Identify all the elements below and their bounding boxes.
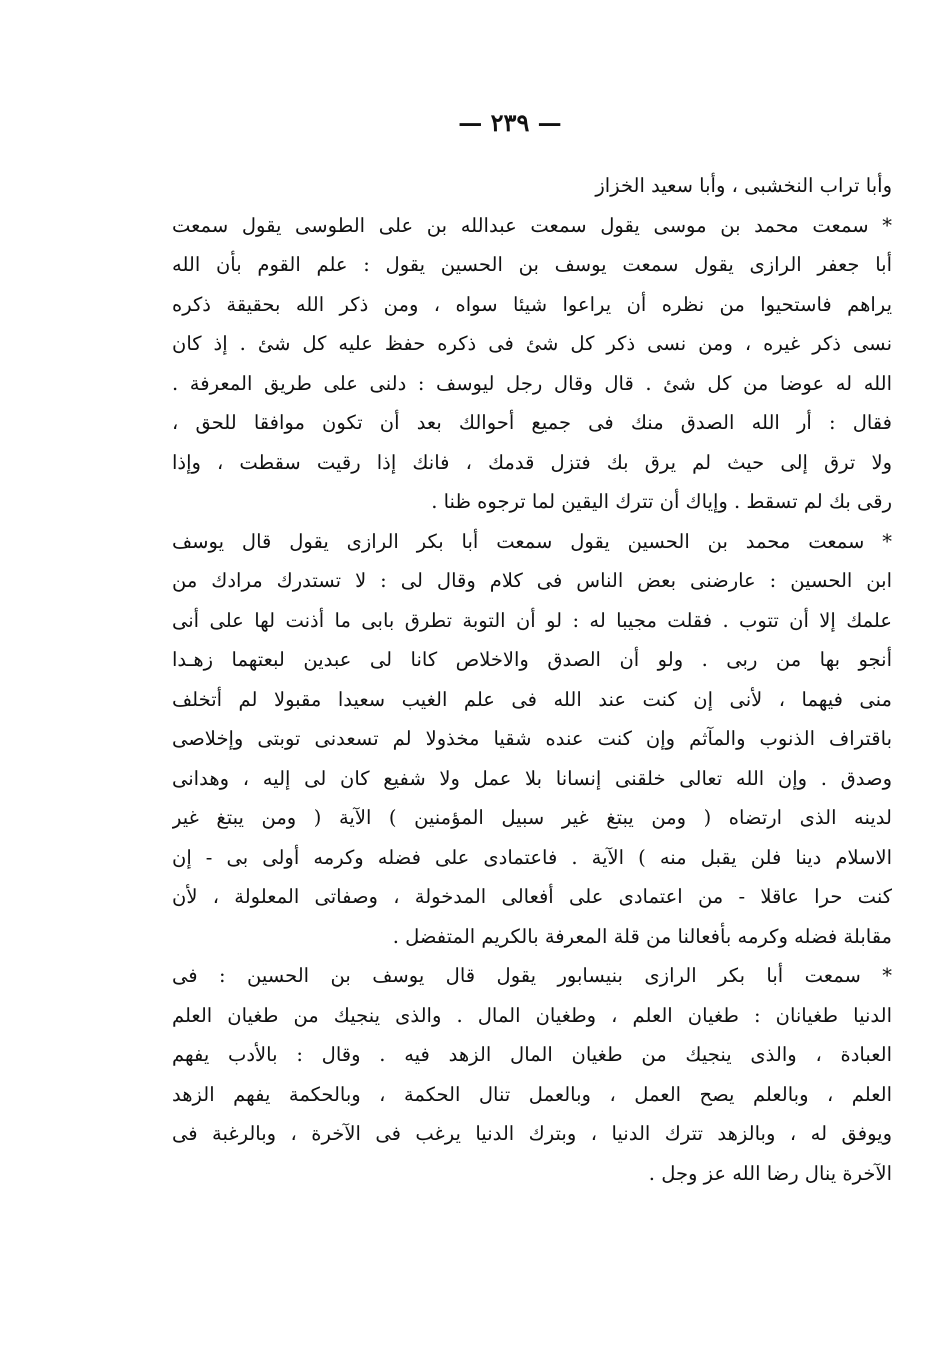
text-line: العلم ، وبالعلم يصح العمل ، وبالعمل تنال الحكمة ، وبالحكمة يفهم الزهد	[172, 1082, 892, 1106]
text-line: الله له عوضا من كل شئ . قال وقال رجل ليوسف : دلنى على طريق المعرفة .	[172, 371, 892, 395]
text-line: وأبا تراب النخشبى ، وأبا سعيد الخزاز	[595, 174, 892, 197]
text-line: الآخرة ينال رضا الله عز وجل .	[648, 1161, 892, 1185]
text-line: رقى بك لم تسقط . وإياك أن تترك اليقين لما ترجوه ظنا .	[431, 490, 892, 513]
text-line: علمك إلا أن تتوب . فقلت مجيبا له : لو أن التوبة تطرق بابى ما أذنت لها على أنى	[172, 608, 892, 632]
text-line: أبا جعفر الرازى يقول سمعت يوسف بن الحسين يقول : علم القوم بأن الله	[172, 253, 892, 276]
text-line: منى فيهما ، لأنى إن كنت عند الله فى علم الغيب سعيدا مقبولا لم أتخلف	[172, 687, 892, 711]
text-line: الدنيا طغيانان : طغيان العلم ، وطغيان المال . والذى ينجيك من طغيان العلم	[172, 1003, 892, 1027]
body-text	[172, 166, 892, 1193]
text-line: * سمعت أبا بكر الرازى بنيسابور يقول قال يوسف بن الحسين : فى	[172, 964, 892, 987]
text-line: نسى ذكر غيره ، ومن نسى ذكر كل شئ فى ذكره حفظ عليه كل شئ . إذ كان	[172, 332, 892, 355]
text-line: فقال : أر الله الصدق منك فى جميع أحوالك بعد أن تكون موافقا للحق ،	[172, 411, 892, 434]
text-line: * سمعت محمد بن الحسين يقول سمعت أبا بكر الرازى يقول قال يوسف	[172, 529, 892, 553]
text-line: * سمعت محمد بن موسى يقول سمعت عبدالله بن على الطوسى يقول سمعت	[172, 213, 892, 237]
text-line: يراهم فاستحيوا من نظره أن يراعوا شيئا سواه ، ومن ذكر الله بحقيقة ذكره	[172, 292, 892, 316]
text-line: ولا ترق إلى حيث لم يرق بك فتزل قدمك ، فانك إذا رقيت سقطت ، وإذا	[172, 450, 892, 474]
text-line: العبادة ، والذى ينجيك من طغيان المال الزهد فيه . وقال : بالأدب يفهم	[172, 1043, 892, 1066]
text-line: مقابلة فضله وكرمه بأفعالنا من قلة المعرفة بالكريم المتفضل .	[392, 924, 892, 948]
text-line: الاسلام دينا فلن يقبل منه ) الآية . فاعتمادى على فضله وكرمه أولى بى - إن	[172, 845, 892, 869]
text-line: باقتراف الذنوب والمآثم وإن كنت عنده شقيا مخذولا لم تسعدنى توبتى وإخلاصى	[172, 727, 892, 750]
text-line: كنت حرا عاقلا - من اعتمادى على أفعالى المدخولة ، وصفاتى المعلولة ، لأن	[172, 885, 892, 908]
text-line: لدينه الذى ارتضاه ( ومن يبتغ غير سبيل المؤمنين ) الآية ( ومن يبتغ غير	[172, 806, 892, 829]
text-line: أنجو بها من ربى . ولو أن الصدق والاخلاص كانا لى عبدين لبعتهما زهـدا	[172, 648, 892, 671]
text-line: ويوفق له ، وبالزهد تترك الدنيا ، وبترك الدنيا يرغب فى الآخرة ، وبالرغبة فى	[172, 1122, 892, 1145]
text-line: ابن الحسين : عارضنى بعض الناس فى كلام وقال لى : لا تستدرك مرادك من	[172, 569, 892, 592]
text-line: وصدق . وإن الله تعالى خلقنى إنسانا بلا عمل ولا شفيع كان لى إليه ، وهدانى	[172, 766, 892, 790]
page-number: — ٢٣٩ —	[458, 108, 562, 137]
